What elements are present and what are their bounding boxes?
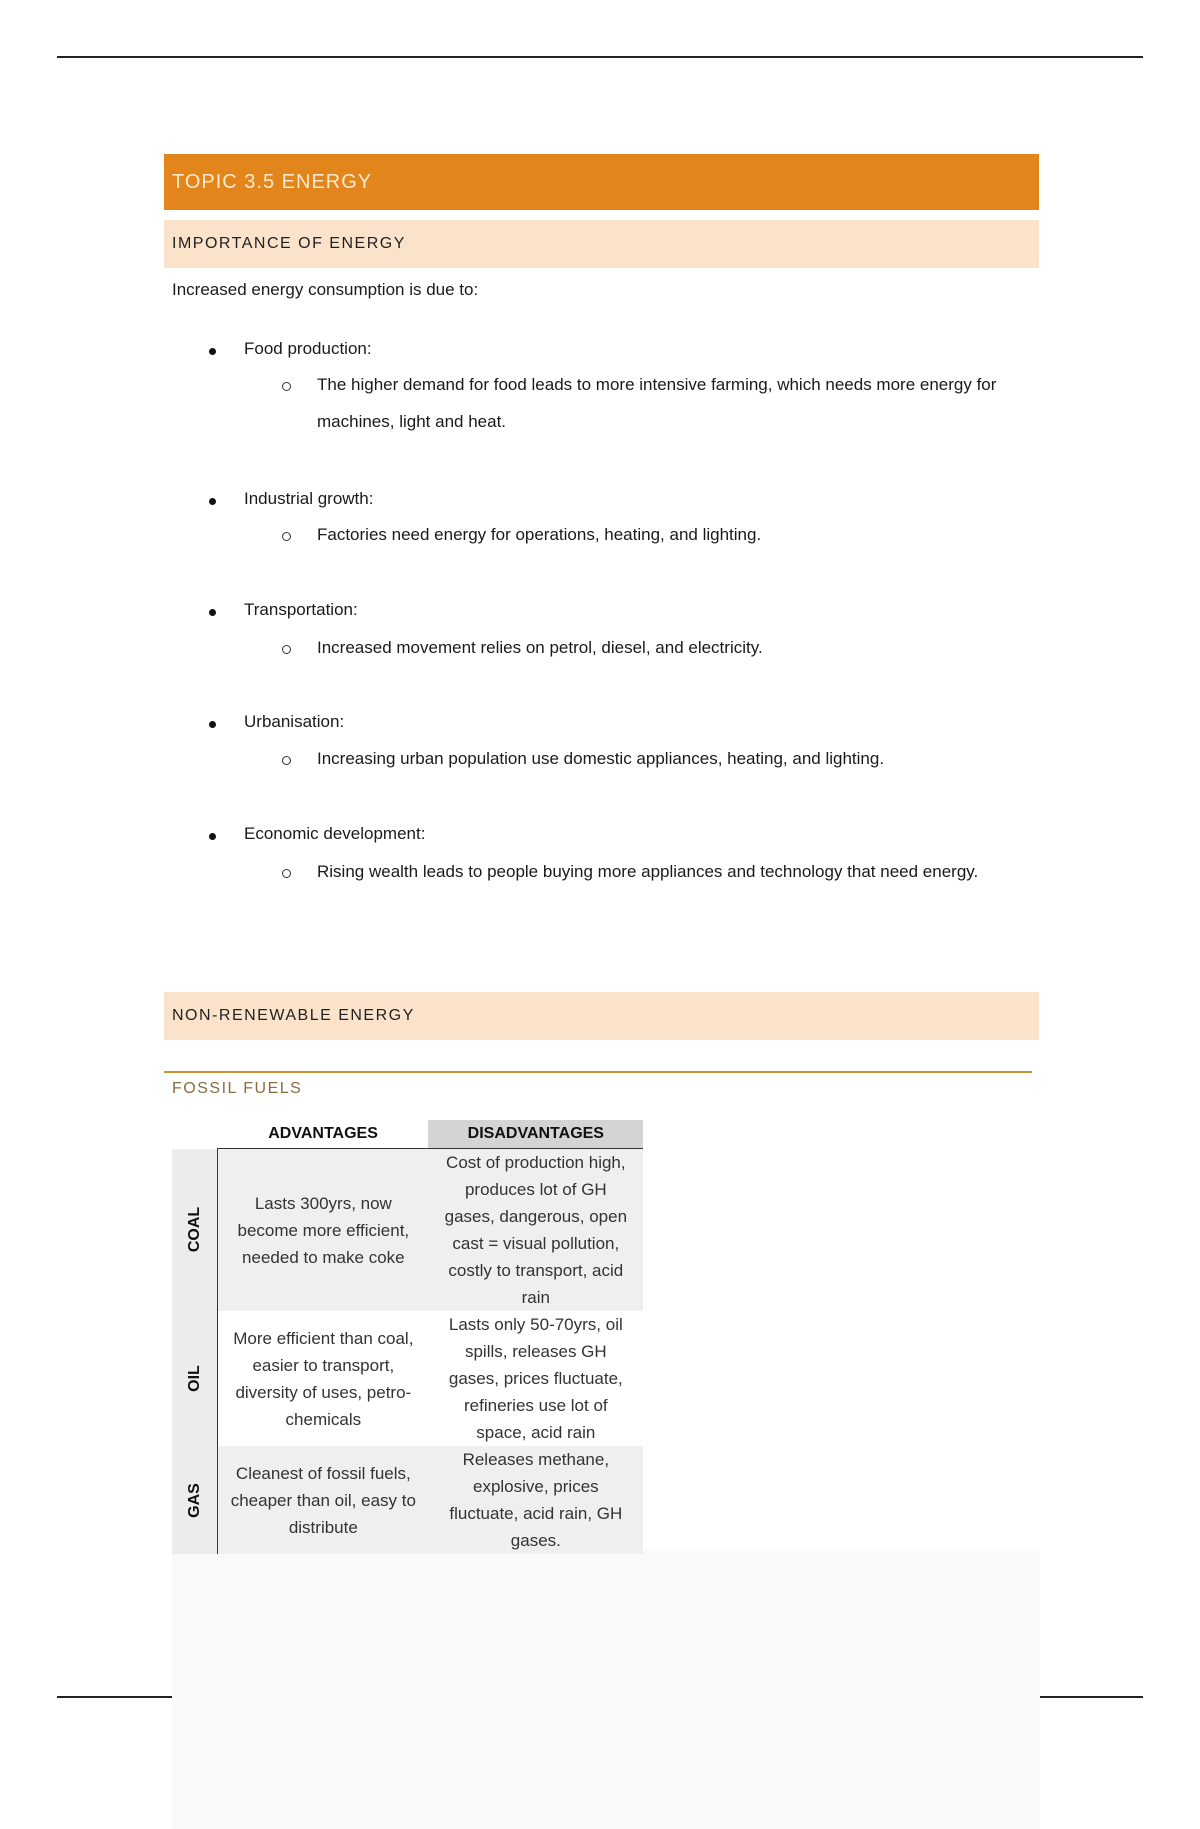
- subheader-fossil-fuels: FOSSIL FUELS: [172, 1080, 303, 1097]
- sub-bullet-text: Rising wealth leads to people buying more appliances and technology that need energy.: [317, 862, 979, 881]
- sub-bullet-text: The higher demand for food leads to more intensive farming, which needs more energy for machines, light and heat.: [317, 375, 997, 431]
- topic-banner: [164, 154, 1039, 210]
- row-header: [172, 1149, 218, 1312]
- page-top-rule: [57, 56, 1143, 58]
- bullet-dot-icon: [209, 721, 216, 728]
- bullet-dot-icon: [209, 348, 216, 355]
- faint-background-area: [172, 1549, 1040, 1829]
- bullet-dot-icon: [209, 498, 216, 505]
- row-label-oil: OIL: [186, 1365, 204, 1392]
- section-title-nonrenewable: NON-RENEWABLE ENERGY: [172, 1007, 415, 1024]
- section-title-importance: IMPORTANCE OF ENERGY: [172, 235, 406, 252]
- row-header: [172, 1311, 218, 1446]
- sub-bullet-circle-icon: [282, 756, 291, 765]
- bullet-dot-icon: [209, 609, 216, 616]
- bullet-label: Transportation:: [244, 600, 358, 619]
- sub-bullet-circle-icon: [282, 382, 291, 391]
- bullet-label: Urbanisation:: [244, 712, 345, 731]
- bullet-label: Food production:: [244, 339, 372, 358]
- table-row: [172, 1311, 643, 1446]
- cell-advantages: More efficient than coal, easier to transport, diversity of uses, petro-chemicals: [218, 1311, 429, 1446]
- document-page: [164, 154, 1039, 1550]
- table-row: [172, 1149, 643, 1312]
- sub-bullet-text: Factories need energy for operations, heating, and lighting.: [317, 525, 762, 544]
- subheader-rule: [164, 1071, 1032, 1073]
- cell-disadvantages: Cost of production high, produces lot of GH gases, dangerous, open cast = visual pollution, costly to transport, acid rain: [428, 1149, 643, 1312]
- bullet-label: Economic development:: [244, 824, 426, 843]
- bullet-label: Industrial growth:: [244, 489, 374, 508]
- sub-bullet-circle-icon: [282, 645, 291, 654]
- fossil-fuels-table: [172, 1120, 643, 1554]
- table-header-advantages: ADVANTAGES: [218, 1120, 429, 1149]
- topic-title: TOPIC 3.5 ENERGY: [172, 170, 373, 193]
- table-corner: [172, 1120, 218, 1149]
- sub-bullet-circle-icon: [282, 532, 291, 541]
- cell-disadvantages: Releases methane, explosive, prices fluctuate, acid rain, GH gases.: [428, 1446, 643, 1554]
- intro-text: Increased energy consumption is due to:: [172, 280, 479, 299]
- sub-bullet-text: Increasing urban population use domestic appliances, heating, and lighting.: [317, 749, 885, 768]
- cell-advantages: Lasts 300yrs, now become more efficient, needed to make coke: [218, 1149, 429, 1312]
- cell-disadvantages: Lasts only 50-70yrs, oil spills, releases GH gases, prices fluctuate, refineries use lot of space, acid rain: [428, 1311, 643, 1446]
- row-header: [172, 1446, 218, 1554]
- section-header-nonrenewable: [164, 992, 1039, 1040]
- table-header-disadvantages: DISADVANTAGES: [428, 1120, 643, 1149]
- bullet-dot-icon: [209, 833, 216, 840]
- section-header-importance: [164, 220, 1039, 268]
- row-label-gas: GAS: [186, 1482, 204, 1518]
- cell-advantages: Cleanest of fossil fuels, cheaper than oil, easy to distribute: [218, 1446, 429, 1554]
- row-label-coal: COAL: [186, 1207, 204, 1253]
- sub-bullet-text: Increased movement relies on petrol, diesel, and electricity.: [317, 638, 763, 657]
- sub-bullet-circle-icon: [282, 869, 291, 878]
- table-row: [172, 1446, 643, 1554]
